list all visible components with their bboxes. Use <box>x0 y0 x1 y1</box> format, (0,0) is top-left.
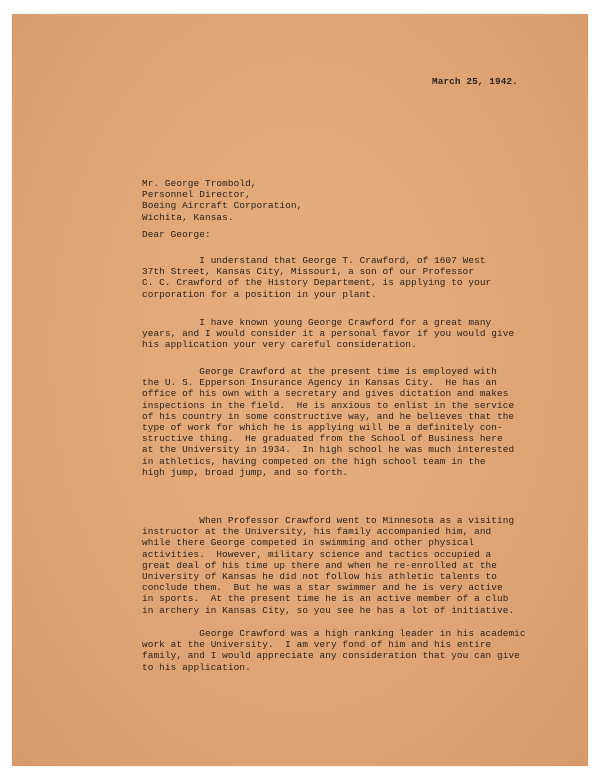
recipient-address: Mr. George Trombold, Personnel Director, Boeing Aircraft Corporation, Wichita, Kansas. <box>142 178 303 223</box>
paragraph-academic: George Crawford was a high ranking leader in his academic work at the University. I am very fond of him and his entire family, and I would appreciate any consideration that you can give to his application. <box>142 628 526 673</box>
paragraph-personal-favor: I have known young George Crawford for a great many years, and I would consider it a personal favor if you would give his application your very careful consideration. <box>142 317 515 351</box>
paragraph-application: I understand that George T. Crawford, of 1607 West 37th Street, Kansas City, Missouri, a son of our Professor C. C. Crawford of the History Department, is applying to your corporation for a position in your plant. <box>142 255 492 300</box>
paragraph-employment: George Crawford at the present time is employed with the U. S. Epperson Insurance Agency in Kansas City. He has an office of his own with a secretary and gives dictation and makes inspections in the field. He is anxious to enlist in the service of his country in some constructive way, and he believes that the type of work for which he is applying will be a definitely con- structive thing. He graduated from the School of Business here at the University in 1934. In high school he was much interested in athletics, having competed on the high school team in the high jump, broad jump, and so forth. <box>142 366 515 478</box>
paragraph-minnesota: When Professor Crawford went to Minnesota as a visiting instructor at the University, his family accompanied him, and while there George competed in swimming and other physical activities. However, military science and tactics occupied a great deal of his time up there and when he re-enrolled at the University of Kansas he did not follow his athletic talents to conclude them. But he was a star swimmer and he is very active in sports. At the present time he is an active member of a club in archery in Kansas City, so you see he has a lot of initiative. <box>142 515 515 616</box>
letter-sheet <box>12 14 588 766</box>
letter-date: March 25, 1942. <box>432 76 518 87</box>
salutation: Dear George: <box>142 229 211 240</box>
